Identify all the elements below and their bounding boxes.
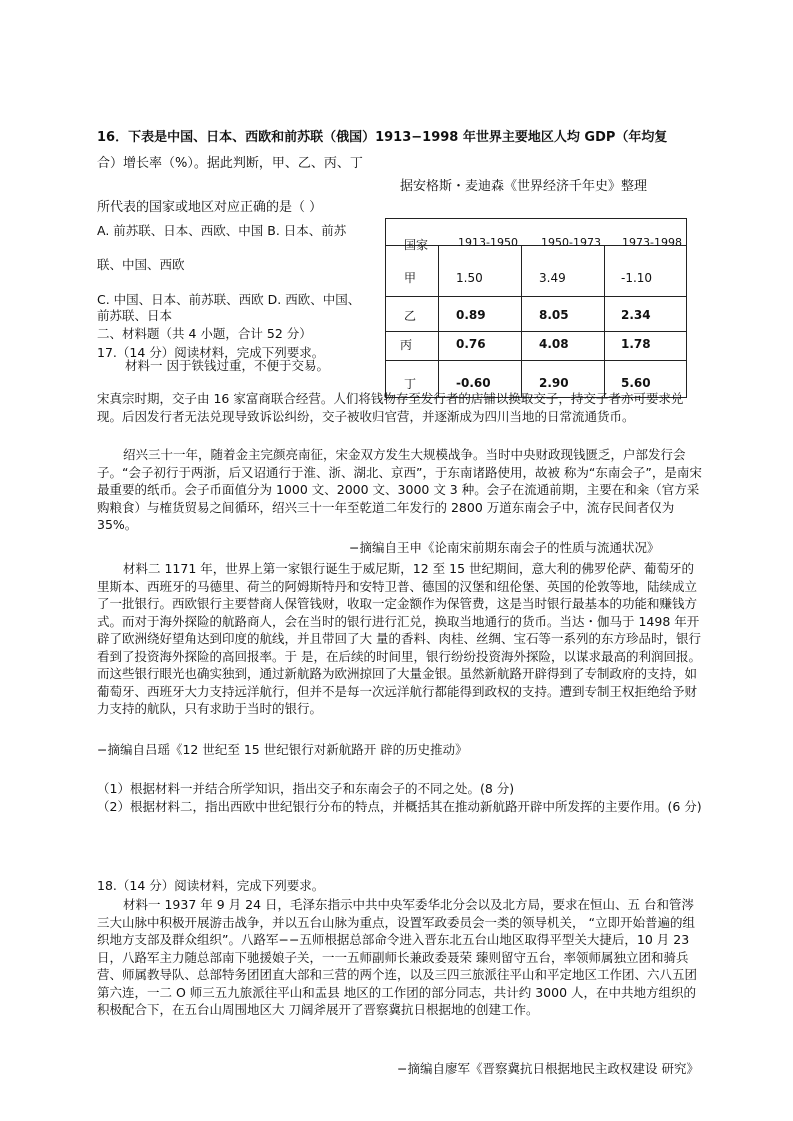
table-row-divider bbox=[386, 360, 686, 361]
q18-title: 18.（14 分）阅读材料，完成下列要求。 bbox=[97, 878, 325, 893]
q16-line2: 合）增长率（%）。据此判断，甲、乙、丙、丁 bbox=[97, 156, 363, 171]
q17-material2-source: −摘编自吕瑶《12 世纪至 15 世纪银行对新航路开 辟的历史推动》 bbox=[97, 742, 468, 757]
table-cell: 1.50 bbox=[456, 271, 483, 285]
q16-source: 据安格斯・麦迪森《世界经济千年史》整理 bbox=[400, 179, 648, 194]
q17-material1-para1: 宋真宗时期，交子由 16 家富商联合经营。人们将钱物存至发行者的店铺以换取交子，持交子者亦可要求兑现。后因发行者无法兑现导致诉讼纠纷，交子被收归官营，并逐渐成为四川当地的日常流通货币。 bbox=[97, 391, 684, 424]
table-cell: 2.34 bbox=[621, 308, 651, 322]
table-cell: 8.05 bbox=[539, 308, 569, 322]
table-row-label: 丙 bbox=[400, 338, 413, 352]
table-cell: -1.10 bbox=[621, 271, 653, 285]
table-col-divider bbox=[521, 245, 522, 397]
table-row-label: 甲 bbox=[404, 271, 417, 285]
q18-material1-source: −摘编自廖军《晋察冀抗日根据地民主政权建设 研究》 bbox=[397, 1061, 699, 1076]
table-cell: 0.76 bbox=[456, 337, 486, 351]
table-cell: 5.60 bbox=[621, 376, 651, 390]
q16-line1: 16．下表是中国、日本、西欧和前苏联（俄国）1913−1998 年世界主要地区人均 GDP（年均复 bbox=[97, 130, 668, 145]
table-cell: 2.90 bbox=[539, 376, 569, 390]
q17-question2: （2）根据材料二，指出西欧中世纪银行分布的特点，并概括其在推动新航路开辟中所发挥的主要作用。(6 分) bbox=[97, 799, 702, 814]
table-cell: 1.78 bbox=[621, 337, 651, 351]
q17-question1: （1）根据材料一并结合所学知识，指出交子和东南会子的不同之处。(8 分) bbox=[97, 781, 515, 796]
q18-material1: 材料一 1937 年 9 月 24 日，毛泽东指示中共中央军委华北分会以及北方局，要求在恒山、五 台和管涔三大山脉中积极开展游击战争，并以五台山脉为重点，设置军政委员会一类的领导机关， “立即开始普遍的组织地方支部及群众组织”。八路军−−五师根据总部命令进入晋东北五台山地区取得平型关大捷后，10 月 23 日，八路军主力随总部南下驰援娘子关，一一五师副师长兼政委聂荣 臻则留守五台，率领师属独立团和骑兵营、师属教导队、总部特务团团直大部和三营的两个连，以及三四三旅派往平山和平定地区工作团、六八五团第六连，一二 O 师三五九旅派往平山和盂县 地区的工作团的部分同志，共计约 3000 人，在中共地方组织的积极配合下，在五台山周围地区大 刀阔斧展开了晋察冀抗日根据地的创建工作。 bbox=[97, 897, 698, 1017]
q16-option-ab-line1: A. 前苏联、日本、西欧、中国 B. 日本、前苏 bbox=[97, 223, 347, 238]
section-heading: 二、材料题（共 4 小题，合计 52 分） bbox=[97, 326, 312, 341]
q17-material1-para2: 绍兴三十一年，随着金主完颜亮南征，宋金双方发生大规模战争。当时中央财政现钱匮乏，户部发行会子。“会子初行于两浙，后又诏通行于淮、浙、湖北、京西”，于东南诸路使用，故被 称为“东南会子”，是南宋最重要的纸币。会子币面值分为 1000 文、2000 文、3000 文 3 种。会子在流通前期，主要在和籴（官方采购粮食）与榷货贸易之间循环，绍兴三十一年至乾道二年发行的 2800 万道东南会子中，流存民间者仅为 35%。 bbox=[97, 447, 702, 532]
table-cell: 3.49 bbox=[539, 271, 566, 285]
table-header-country: 国家 bbox=[404, 238, 429, 252]
table-cell: 4.08 bbox=[539, 337, 569, 351]
q17-material1-source: −摘编自王申《论南宋前期东南会子的性质与流通状况》 bbox=[349, 540, 660, 555]
q16-option-cd-line2: 前苏联、日本 bbox=[97, 308, 173, 323]
table-col-divider bbox=[604, 245, 605, 397]
q16-stem: 所代表的国家或地区对应正确的是（ ） bbox=[97, 200, 323, 215]
q17-material2: 材料二 1171 年，世界上第一家银行诞生于威尼斯，12 至 15 世纪期间，意大利的佛罗伦萨、葡萄牙的里斯本、西班牙的马德里、荷兰的阿姆斯特丹和安特卫普、德国的汉堡和纽伦堡、英国的伦敦等地，陆续成立了一批银行。西欧银行主要替商人保管钱财，收取一定金额作为保管费，这是当时银行最基本的功能和赚钱方式。而对于海外探险的航路商人，会在当时的银行进行汇兑，换取当地通行的货币。当达・伽马于 1498 年开辟了欧洲绕好望角达到印度的航线，并且带回了大 量的香料、肉桂、丝绸、宝石等一系列的东方珍品时，银行看到了投资海外探险的高回报率。于 是，在后续的时间里，银行纷纷投资海外探险，以谋求最高的利润回报。而这些银行眼光也确实独到，通过新航路为欧洲掠回了大量金银。虽然新航路开辟得到了专制政府的支持，如葡萄牙、西班牙大力支持远洋航行，但并不是每一次远洋航行都能得到政权的支持。遭到专制王权拒绝给予财力支持的航队，只有求助于当时的银行。 bbox=[97, 561, 701, 716]
table-cell: 0.89 bbox=[456, 308, 486, 322]
q16-option-cd-line1: C. 中国、日本、前苏联、西欧 D. 西欧、中国、 bbox=[97, 292, 361, 307]
table-row-divider bbox=[386, 296, 686, 297]
table-cell: -0.60 bbox=[456, 376, 491, 390]
table-row-divider bbox=[386, 331, 686, 332]
table-row-label: 丁 bbox=[404, 377, 417, 391]
q17-material1-head: 材料一 因于铁钱过重，不便于交易。 bbox=[125, 358, 329, 373]
q17-title: 17.（14 分）阅读材料，完成下列要求。 bbox=[97, 345, 325, 360]
table-col-divider bbox=[438, 245, 439, 397]
q16-option-ab-line2: 联、中国、西欧 bbox=[97, 257, 185, 272]
table-header-period: 1950-1973 bbox=[541, 236, 601, 249]
table-row-label: 乙 bbox=[404, 309, 417, 323]
gdp-growth-table bbox=[385, 218, 687, 398]
table-header-period: 1913-1950 bbox=[458, 236, 518, 249]
table-header-period: 1973-1998 bbox=[622, 236, 682, 249]
